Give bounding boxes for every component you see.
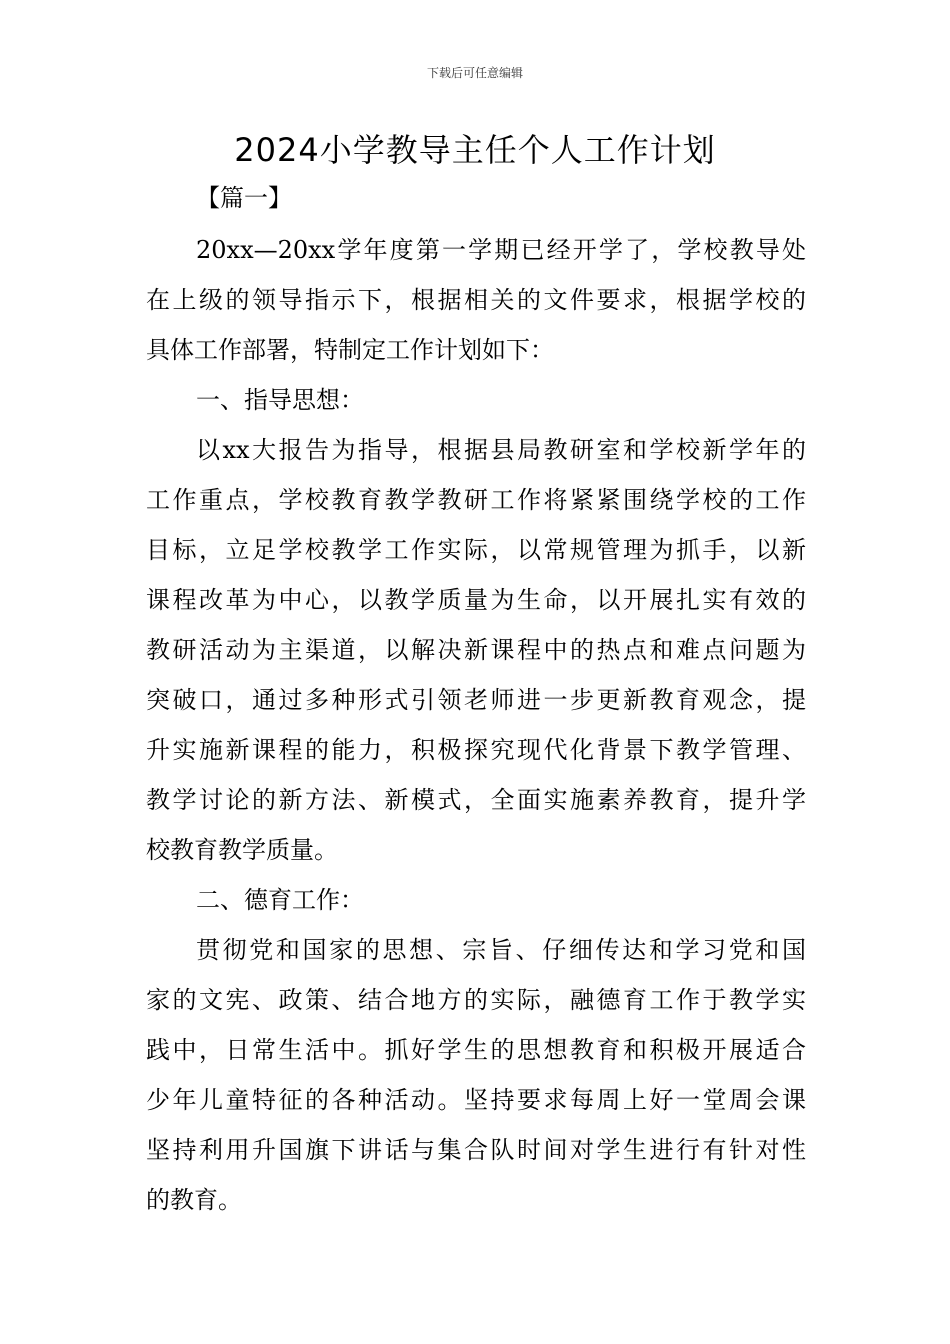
paragraph-line: 工作重点，学校教育教学教研工作将紧紧围绕学校的工作 (146, 486, 806, 514)
paragraph-line: 坚持利用升国旗下讲话与集合队时间对学生进行有针对性 (146, 1136, 806, 1164)
paragraph-line: 贯彻党和国家的思想、宗旨、仔细传达和学习党和国 (196, 936, 806, 964)
paragraph-line: 以xx大报告为指导，根据县局教研室和学校新学年的 (196, 436, 806, 464)
document-title: 2024小学教导主任个人工作计划 (234, 131, 716, 169)
paragraph-line: 少年儿童特征的各种活动。坚持要求每周上好一堂周会课 (146, 1086, 806, 1114)
paragraph-line: 校教育教学质量。 (146, 836, 338, 864)
paragraph-line: 20xx—20xx学年度第一学期已经开学了，学校教导处 (196, 236, 806, 264)
paragraph-line: 教学讨论的新方法、新模式，全面实施素养教育，提升学 (146, 786, 806, 814)
paragraph-line: 教研活动为主渠道，以解决新课程中的热点和难点问题为 (146, 636, 806, 664)
paragraph-line: 课程改革为中心，以教学质量为生命，以开展扎实有效的 (146, 586, 806, 614)
paragraph-line: 家的文宪、政策、结合地方的实际，融德育工作于教学实 (146, 986, 806, 1014)
paragraph-line: 突破口，通过多种形式引领老师进一步更新教育观念，提 (146, 686, 806, 714)
header-note: 下载后可任意编辑 (426, 66, 523, 80)
paragraph-line: 升实施新课程的能力，积极探究现代化背景下教学管理、 (146, 736, 806, 764)
paragraph-line: 目标，立足学校教学工作实际，以常规管理为抓手，以新 (146, 536, 806, 564)
paragraph-line: 践中，日常生活中。抓好学生的思想教育和积极开展适合 (146, 1036, 806, 1064)
section-subheading: 二、德育工作： (196, 886, 364, 914)
section-heading: 【篇一】 (196, 184, 292, 212)
paragraph-line: 的教育。 (146, 1186, 242, 1214)
paragraph-line: 具体工作部署，特制定工作计划如下： (146, 336, 554, 364)
section-subheading: 一、指导思想： (196, 386, 364, 414)
paragraph-line: 在上级的领导指示下，根据相关的文件要求，根据学校的 (146, 286, 806, 314)
document-body (146, 225, 806, 1225)
